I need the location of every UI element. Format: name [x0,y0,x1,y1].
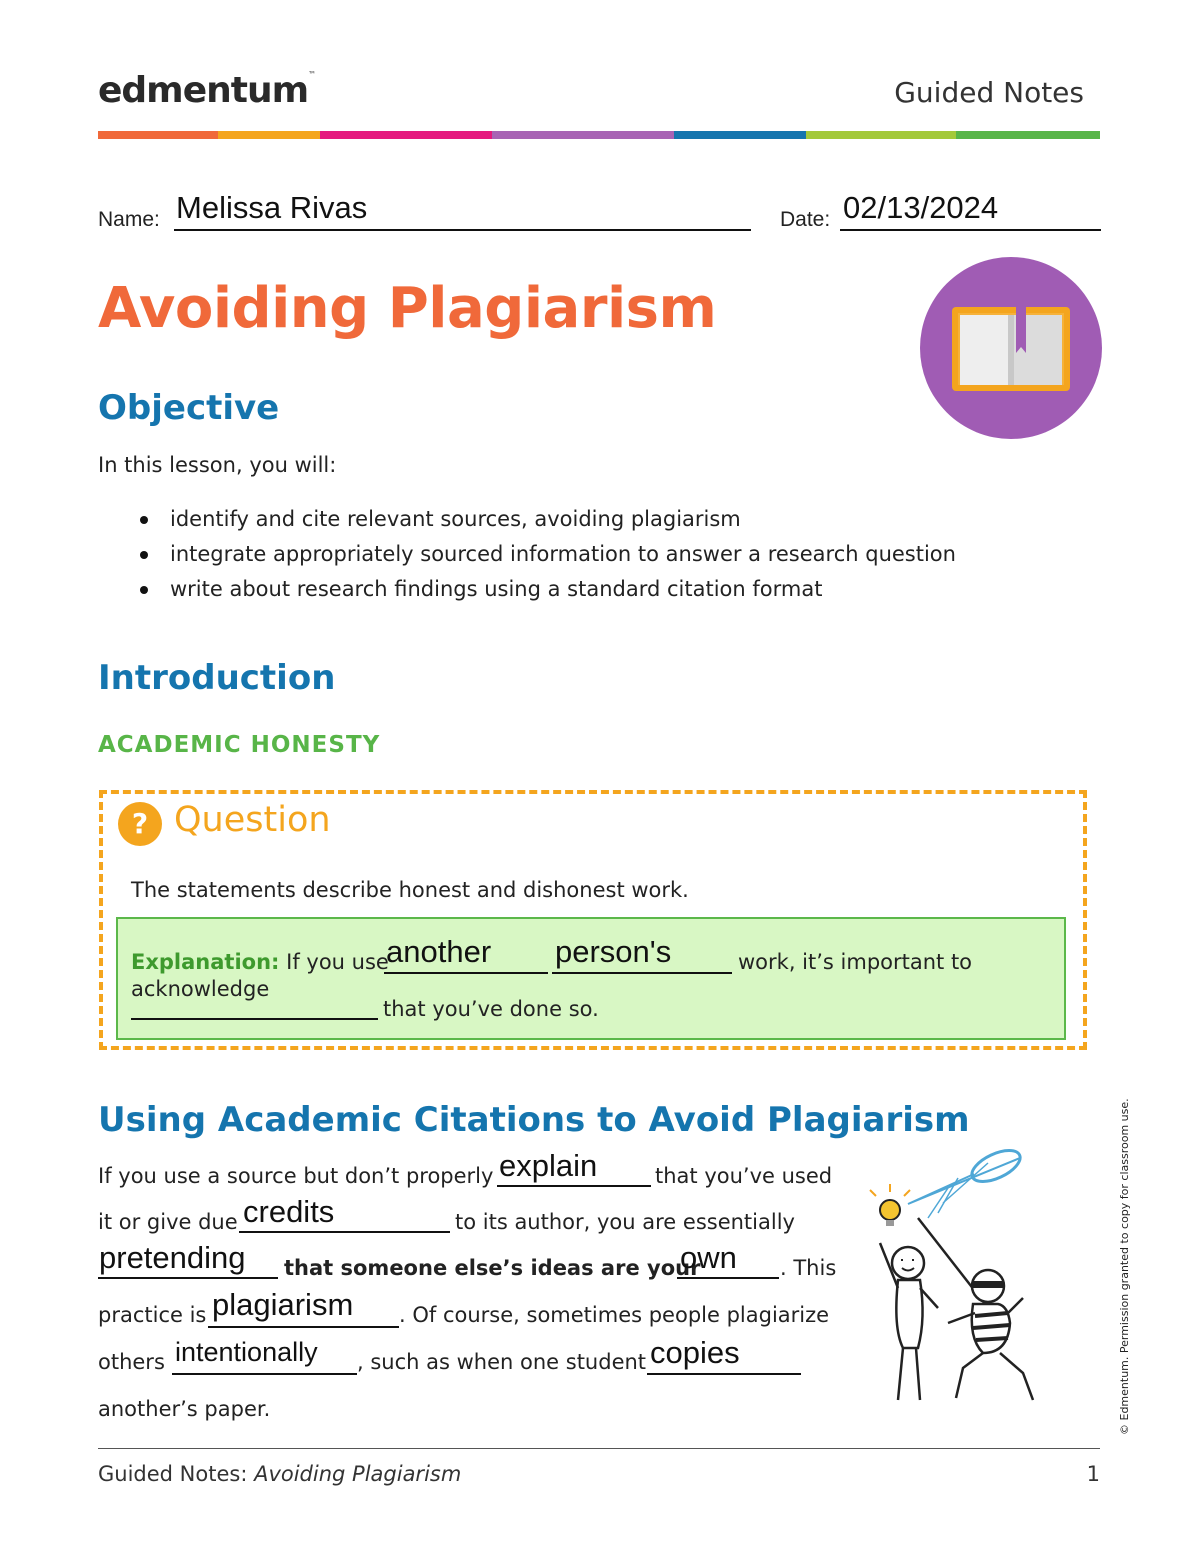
blank-plagiarism[interactable] [208,1326,399,1328]
footer-label: Guided Notes: Avoiding Plagiarism [98,1462,462,1486]
name-label: Name: [98,208,160,231]
list-item: identify and cite relevant sources, avoiding plagiarism [98,502,1098,537]
answer-own: own [680,1240,737,1275]
document-type: Guided Notes [894,76,1084,109]
blank-answer-3[interactable] [131,1018,378,1020]
edmentum-logo: edmentum™ [98,70,316,111]
list-item: write about research findings using a standard citation format [98,572,1098,607]
rainbow-divider [98,131,1100,139]
citations-line-2b: to its author, you are essentially [455,1210,795,1234]
name-field-line[interactable] [174,229,751,231]
question-text: The statements describe honest and dishonest work. [131,878,689,902]
explanation-line-2-end: that you’ve done so. [383,997,599,1021]
citations-line-5a: others [98,1350,165,1374]
blank-copies[interactable] [647,1373,801,1375]
citations-line-6: another’s paper. [98,1397,271,1421]
answer-persons: person's [555,934,672,969]
answer-copies: copies [650,1335,740,1370]
citations-line-1b: that you’ve used [655,1164,833,1188]
citations-line-2a: it or give due [98,1210,238,1234]
citations-line-4b: . Of course, sometimes people plagiarize [399,1303,830,1327]
blank-pretending[interactable] [98,1277,278,1279]
open-book-icon [920,257,1102,439]
answer-pretending: pretending [99,1240,246,1275]
page-number: 1 [1086,1462,1100,1486]
date-value: 02/13/2024 [843,190,999,225]
citations-heading: Using Academic Citations to Avoid Plagiarism [98,1100,970,1140]
date-label: Date: [780,208,831,231]
blank-intentionally[interactable] [172,1373,357,1375]
academic-honesty-subheading: ACADEMIC HONESTY [98,732,381,758]
citations-line-3b: . This [780,1256,837,1280]
footer-divider [98,1448,1100,1449]
explanation-line-1-end: work, it’s important to [738,950,973,974]
blank-credits[interactable] [239,1231,450,1233]
blank-own[interactable] [677,1277,779,1279]
date-field-line[interactable] [840,229,1101,231]
blank-answer-1[interactable] [384,972,548,974]
citations-line-4a: practice is [98,1303,207,1327]
objective-intro: In this lesson, you will: [98,453,337,477]
copyright-note: © Edmentum. Permission granted to copy for classroom use. [1118,1098,1131,1435]
question-icon: ? [118,802,162,846]
answer-explain: explain [499,1148,598,1183]
answer-plagiarism: plagiarism [212,1287,354,1322]
blank-explain[interactable] [497,1185,651,1187]
answer-acknowledge: acknowledge [131,977,270,1001]
citations-line-5b: , such as when one student [357,1350,647,1374]
idea-thief-illustration [848,1148,1048,1408]
objective-heading: Objective [98,388,280,428]
question-title: Question [174,800,331,840]
name-value: Melissa Rivas [176,190,368,225]
answer-intentionally: intentionally [175,1337,318,1367]
objective-list [98,502,1098,607]
introduction-heading: Introduction [98,658,336,698]
list-item: integrate appropriately sourced information to answer a research question [98,537,1098,572]
page-title: Avoiding Plagiarism [98,276,717,341]
citations-line-1a: If you use a source but don’t properly [98,1164,494,1188]
citations-line-3-bold: that someone else’s ideas are your [284,1256,701,1280]
blank-answer-2[interactable] [552,972,732,974]
answer-another: another [386,934,492,969]
answer-credits: credits [243,1194,335,1229]
explanation-line-1: Explanation: If you use [131,950,389,974]
